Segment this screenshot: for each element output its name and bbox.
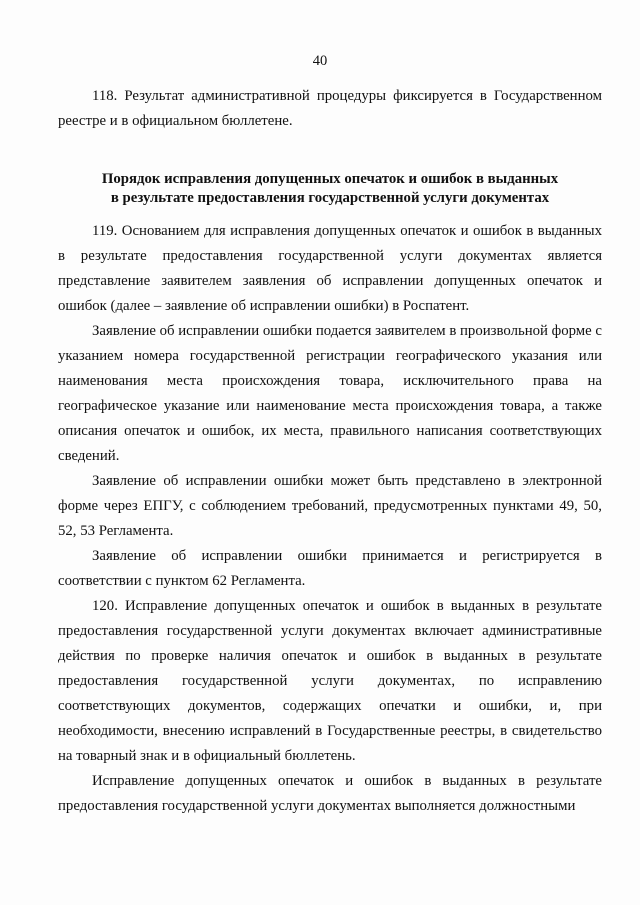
- section-heading: [58, 170, 602, 208]
- page-number: 40: [312, 53, 328, 69]
- document-body: [58, 84, 602, 819]
- paragraph-correction-officials: Исправление допущенных опечаток и ошибок в выданных в результате предоставления государственной услуги документах выполняется должностными: [58, 773, 602, 814]
- paragraph-registration: Заявление об исправлении ошибки принимается и регистрируется в соответствии с пунктом 62 Регламента.: [58, 548, 602, 589]
- paragraph-118: 118. Результат административной процедуры фиксируется в Государственном реестре и в официальном бюллетене.: [58, 88, 602, 129]
- paragraph-electronic-form: Заявление об исправлении ошибки может быть представлено в электронной форме через ЕПГУ, с соблюдением требований, предусмотренных пунктами 49, 50, 52, 53 Регламента.: [58, 473, 602, 539]
- paragraph-120: 120. Исправление допущенных опечаток и ошибок в выданных в результате предоставления государственной услуги документах включает административные действия по проверке наличия опечаток и ошибок в выданных в результате предоставления государственной услуги документах, по исправлению соответствующих документов, содержащих опечатки и ошибки, и, при необходимости, внесению исправлений в Государственные реестры, в свидетельство на товарный знак и в официальный бюллетень.: [58, 598, 602, 764]
- paragraph-application-form: Заявление об исправлении ошибки подается заявителем в произвольной форме с указанием номера государственной регистрации географического указания или наименования места происхождения товара, исключительного права на географическое указание или наименование места происхождения товара, а также описания опечаток и ошибок, их места, правильного написания соответствующих сведений.: [58, 323, 603, 464]
- section-heading-line-2: в результате предоставления государственной услуги документах: [110, 190, 550, 206]
- section-heading-line-1: Порядок исправления допущенных опечаток и ошибок в выданных: [101, 171, 559, 187]
- paragraph-119: 119. Основанием для исправления допущенных опечаток и ошибок в выданных в результате предоставления государственной услуги документах является представление заявителем заявления об исправлении допущенных опечаток и ошибок (далее – заявление об исправлении ошибки) в Роспатент.: [58, 223, 602, 314]
